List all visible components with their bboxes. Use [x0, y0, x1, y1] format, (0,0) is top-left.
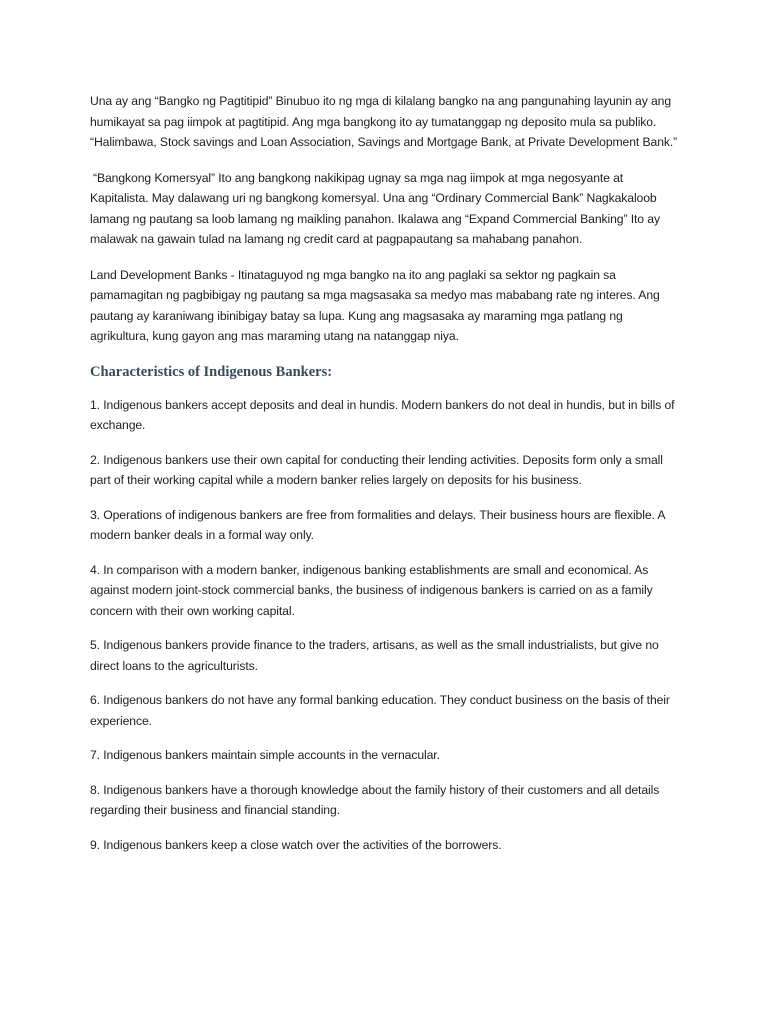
- list-item: 6. Indigenous bankers do not have any formal banking education. They conduct business on the basis of their experience.: [90, 693, 670, 728]
- list-item: 2. Indigenous bankers use their own capital for conducting their lending activities. Deposits form only a small part of their working capital while a modern banker relies largely on deposits for his business.: [90, 452, 663, 487]
- list-item: 1. Indigenous bankers accept deposits and deal in hundis. Modern bankers do not deal in hundis, but in bills of exchange.: [90, 397, 675, 432]
- intro-paragraph-commercial-bank: “Bangkong Komersyal” Ito ang bangkong nakikipag ugnay sa mga nag iimpok at mga negosyante at Kapitalista. May dalawang uri ng bangkong komersyal. Una ang “Ordinary Commercial Bank” Nagkakaloob lamang ng pautang sa loob lamang ng maikling panahon. Ikalawa ang “Expand Commercial Banking” Ito ay malawak na gawain tulad na lamang ng credit card at pagpapautang sa mahabang panahon.: [90, 170, 660, 246]
- list-item: 9. Indigenous bankers keep a close watch over the activities of the borrowers.: [90, 837, 502, 852]
- list-item: 7. Indigenous bankers maintain simple accounts in the vernacular.: [90, 748, 440, 762]
- list-item: 5. Indigenous bankers provide finance to the traders, artisans, as well as the small industrialists, but give no direct loans to the agriculturists.: [90, 638, 659, 673]
- list-item: 3. Operations of indigenous bankers are free from formalities and delays. Their business hours are flexible. A modern banker deals in a formal way only.: [90, 507, 665, 542]
- list-item: 4. In comparison with a modern banker, indigenous banking establishments are small and economical. As against modern joint-stock commercial banks, the business of indigenous bankers is carried on as a family concern with their own working capital.: [90, 562, 653, 618]
- intro-paragraph-land-development-bank: Land Development Banks - Itinataguyod ng mga bangko na ito ang paglaki sa sektor ng pagkain sa pamamagitan ng pagbibigay ng pautang sa mga magsasaka sa medyo mas mababang rate ng interes. Ang pautang ay karaniwang ibinibigay batay sa lupa. Kung ang magsasaka ay maraming mga patlang ng agrikultura, kung gayon ang mas maraming utang na natanggap niya.: [90, 267, 660, 343]
- intro-paragraph-savings-bank: Una ay ang “Bangko ng Pagtitipid” Binubuo ito ng mga di kilalang bangko na ang pangunahing layunin ay ang humikayat sa pag iimpok at pagtitipid. Ang mga bangkong ito ay tumatanggap ng deposito mula sa publiko. “Halimbawa, Stock savings and Loan Association, Savings and Mortgage Bank, at Private Development Bank.”: [90, 94, 678, 149]
- list-item: 8. Indigenous bankers have a thorough knowledge about the family history of their customers and all details regarding their business and financial standing.: [90, 782, 660, 817]
- document-body: [90, 91, 680, 869]
- section-heading: Characteristics of Indigenous Bankers:: [90, 363, 333, 380]
